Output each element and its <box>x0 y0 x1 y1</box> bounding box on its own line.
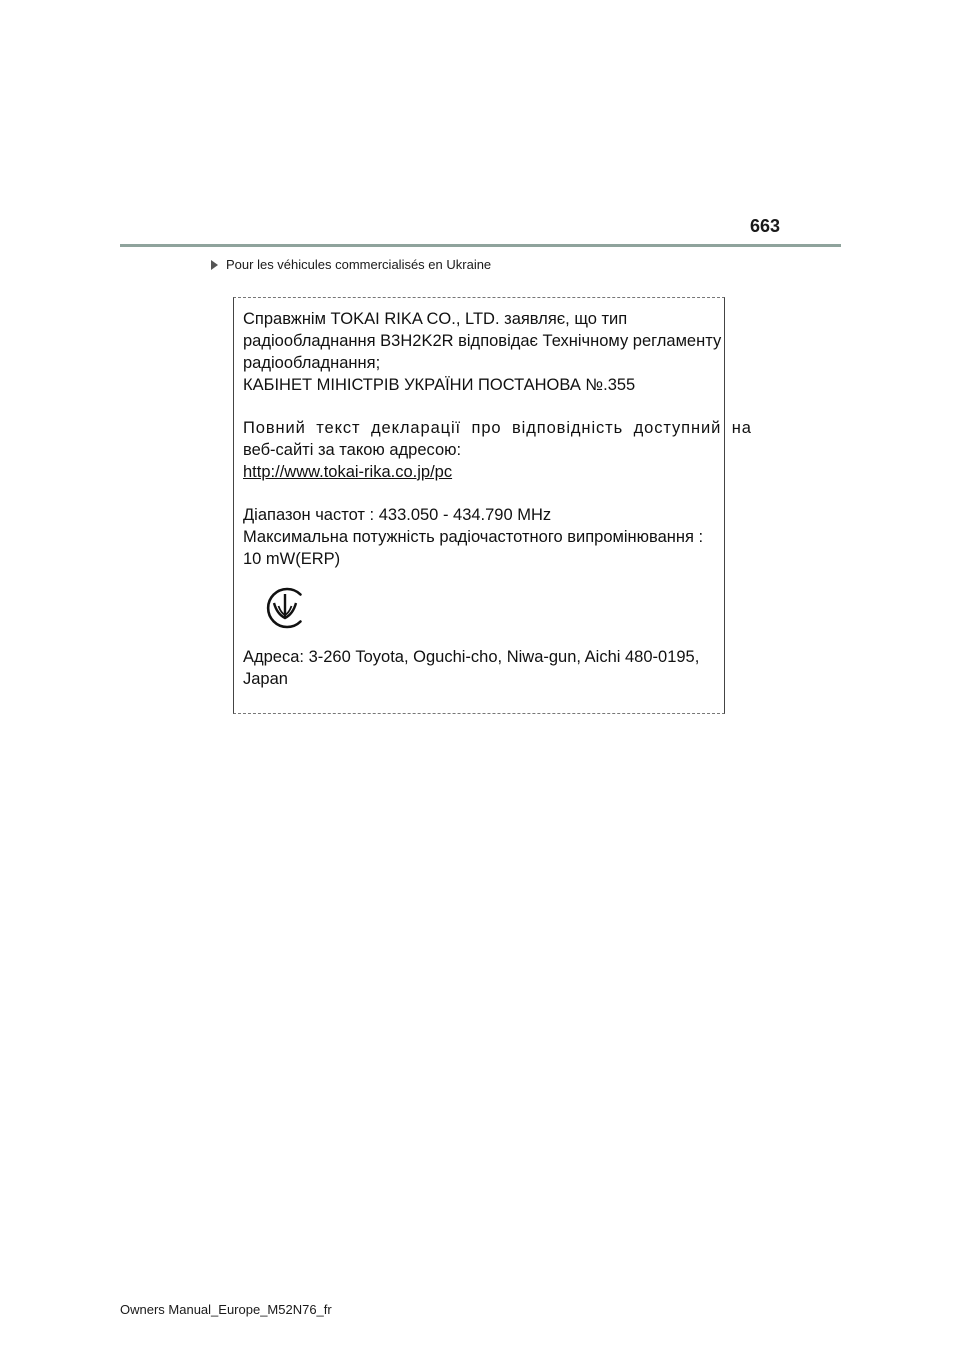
triangle-bullet-icon <box>211 260 218 270</box>
ukrsepro-conformity-mark-icon <box>262 585 308 631</box>
section-heading-text: Pour les véhicules commercialisés en Ukraine <box>226 257 492 272</box>
declaration-line: Адреса: 3-260 Toyota, Oguchi-cho, Niwa-gun, Aichi 480-0195, <box>243 648 700 666</box>
declaration-line: веб-сайті за такою адресою: <box>243 441 462 459</box>
declaration-line: КАБІНЕТ МІНІСТРІВ УКРАЇНИ ПОСТАНОВА №.355 <box>243 376 636 394</box>
declaration-line: 10 mW(ERP) <box>243 550 341 568</box>
declaration-line: Повний текст декларації про відповідність доступний на <box>243 419 752 437</box>
declaration-url-link[interactable]: http://www.tokai-rika.co.jp/pc <box>243 463 453 481</box>
declaration-line: радіообладнання; <box>243 354 381 372</box>
declaration-line: Japan <box>243 670 288 688</box>
declaration-line: радіообладнання B3H2K2R відповідає Технічному регламенту <box>243 332 722 350</box>
declaration-line: Діапазон частот : 433.050 - 434.790 MHz <box>243 506 552 524</box>
paragraph-gap <box>243 483 724 504</box>
declaration-url-line <box>243 461 724 483</box>
page-number: 663 <box>749 216 780 236</box>
declaration-line: Максимальна потужність радіочастотного випромінювання : <box>243 528 704 546</box>
header-rule <box>120 244 841 247</box>
conformity-mark-container <box>243 570 724 646</box>
section-heading <box>211 257 491 272</box>
declaration-box <box>233 297 752 714</box>
footer-document-id: Owners Manual_Europe_M52N76_fr <box>120 1302 332 1317</box>
paragraph-gap <box>243 396 724 417</box>
declaration-line: Справжнім TOKAI RIKA CO., LTD. заявляє, що тип <box>243 310 628 328</box>
